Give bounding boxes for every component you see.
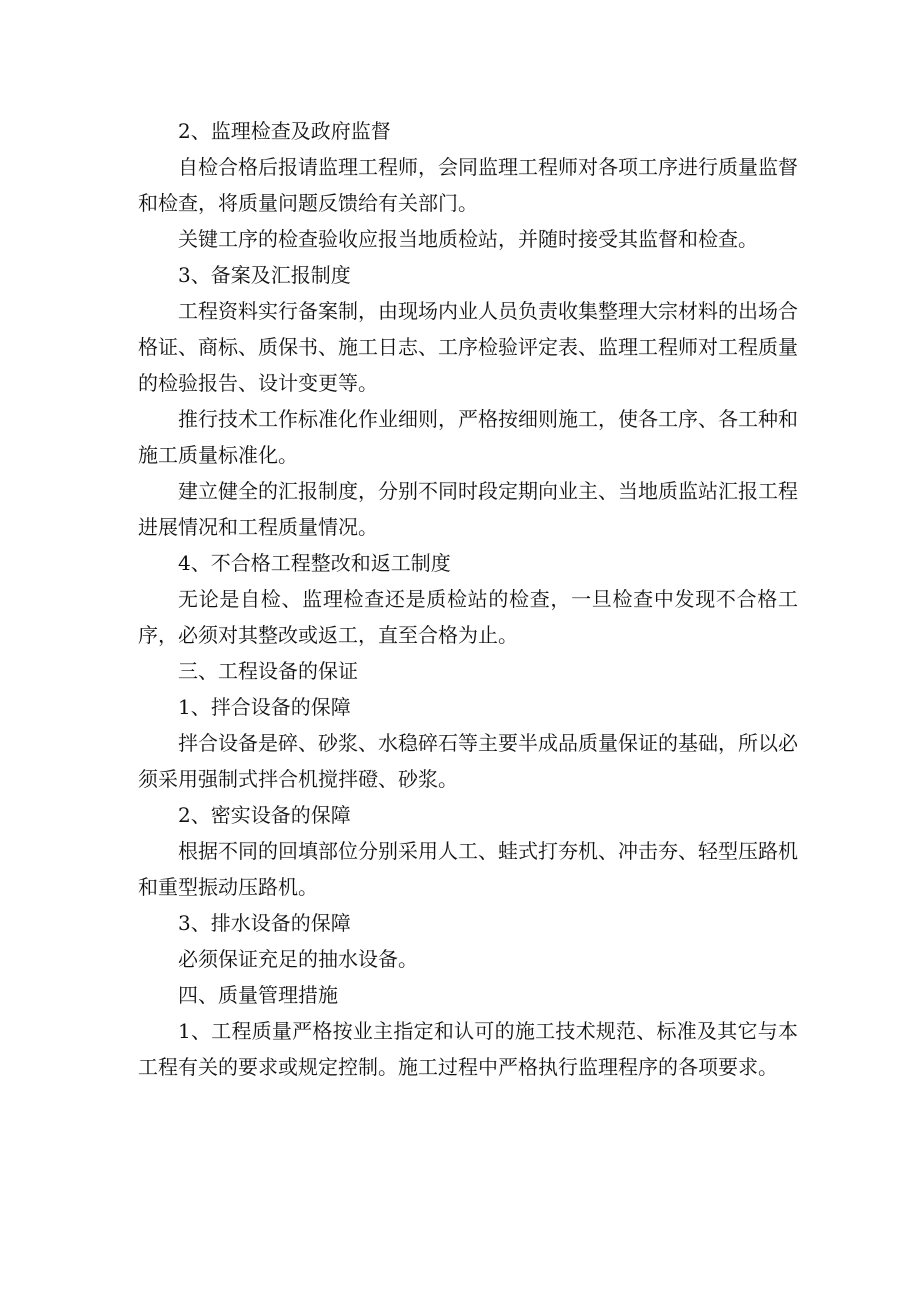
paragraph: 根据不同的回填部位分别采用人工、蛙式打夯机、冲击夯、轻型压路机和重型振动压路机。 (138, 839, 798, 899)
paragraph: 建立健全的汇报制度，分别不同时段定期向业主、当地质监站汇报工程进展情况和工程质量情况。 (138, 479, 798, 539)
section-heading: 2、监理检查及政府监督 (178, 119, 391, 143)
section-heading: 1、拌合设备的保障 (178, 695, 351, 719)
section-heading: 4、不合格工程整改和返工制度 (178, 551, 451, 575)
paragraph: 推行技术工作标准化作业细则，严格按细则施工，使各工序、各工种和施工质量标准化。 (138, 407, 798, 467)
paragraph: 必须保证充足的抽水设备。 (178, 947, 418, 971)
paragraph: 自检合格后报请监理工程师，会同监理工程师对各项工序进行质量监督和检查，将质量问题反馈给有关部门。 (138, 155, 798, 215)
paragraph: 拌合设备是碎、砂浆、水稳碎石等主要半成品质量保证的基础，所以必须采用强制式拌合机搅拌磴、砂浆。 (138, 731, 798, 791)
paragraph: 关键工序的检查验收应报当地质检站，并随时接受其监督和检查。 (178, 227, 758, 251)
section-heading: 3、备案及汇报制度 (178, 263, 351, 287)
document-body (138, 113, 798, 1085)
paragraph: 工程资料实行备案制，由现场内业人员负责收集整理大宗材料的出场合格证、商标、质保书、施工日志、工序检验评定表、监理工程师对工程质量的检验报告、设计变更等。 (138, 299, 798, 395)
section-heading: 2、密实设备的保障 (178, 803, 351, 827)
chapter-heading: 四、质量管理措施 (178, 983, 338, 1007)
chapter-heading: 三、工程设备的保证 (178, 659, 358, 683)
paragraph: 1、工程质量严格按业主指定和认可的施工技术规范、标准及其它与本工程有关的要求或规定控制。施工过程中严格执行监理程序的各项要求。 (138, 1019, 798, 1079)
paragraph: 无论是自检、监理检查还是质检站的检查，一旦检查中发现不合格工序，必须对其整改或返工，直至合格为止。 (138, 587, 798, 647)
section-heading: 3、排水设备的保障 (178, 911, 351, 935)
